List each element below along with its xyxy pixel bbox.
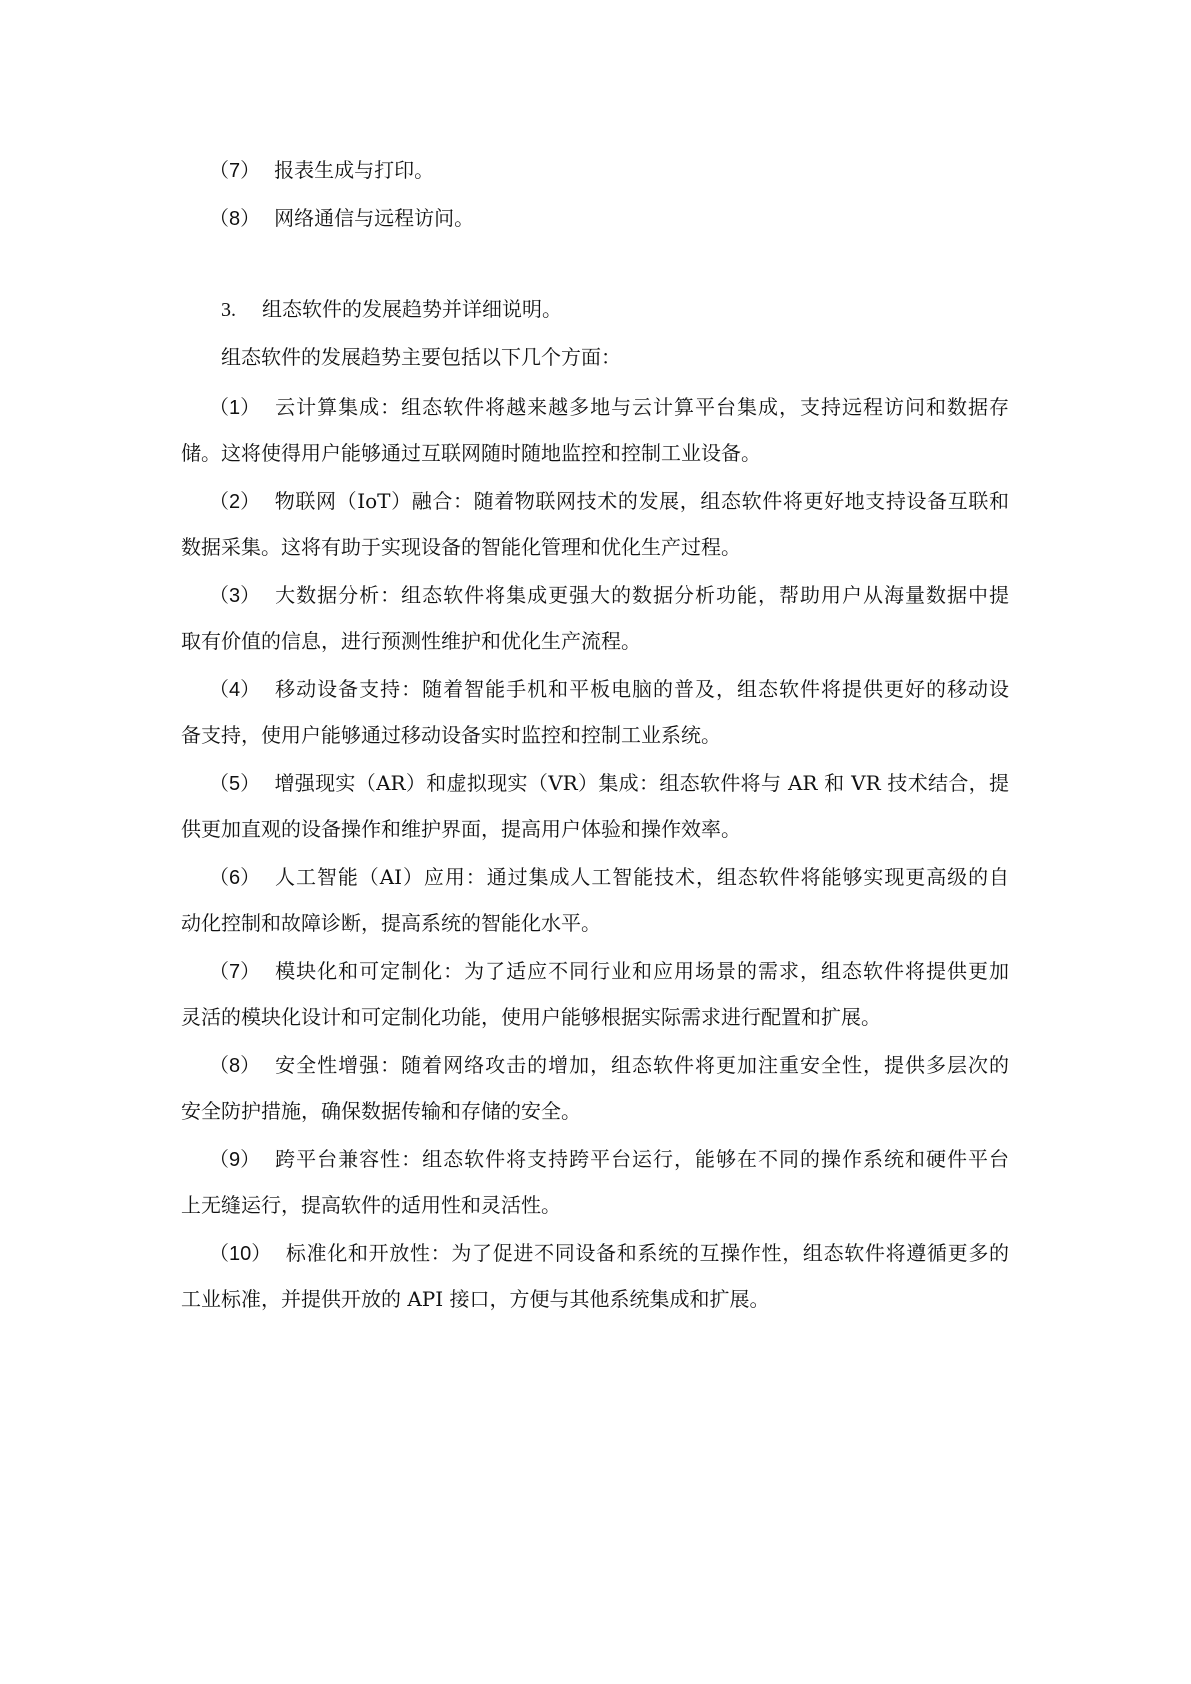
trend-number: （3） [209, 585, 261, 607]
trend-line-2: 安全防护措施，确保数据传输和存储的安全。 [181, 1099, 581, 1123]
list-item-number: （8） [209, 208, 261, 230]
trend-text-1: 云计算集成：组态软件将越来越多地与云计算平台集成，支持远程访问和数据存 [274, 395, 1009, 419]
trend-number: （10） [209, 1243, 272, 1265]
list-item [209, 153, 434, 187]
section-number: 3. [221, 299, 236, 321]
list-item-text: 网络通信与远程访问。 [274, 206, 475, 230]
trend-number: （8） [209, 1055, 261, 1077]
trend-number: （5） [209, 773, 261, 795]
trend-line-1 [209, 578, 1009, 612]
trend-line-1 [209, 954, 1009, 988]
trend-number: （2） [209, 491, 261, 513]
trend-text-1: 人工智能（AI）应用：通过集成人工智能技术，组态软件将能够实现更高级的自 [274, 865, 1009, 889]
trend-text-1: 跨平台兼容性：组态软件将支持跨平台运行，能够在不同的操作系统和硬件平台 [274, 1147, 1009, 1171]
trend-line-1 [209, 484, 1009, 518]
trend-line-2: 数据采集。这将有助于实现设备的智能化管理和优化生产过程。 [181, 535, 741, 559]
trend-line-2: 上无缝运行，提高软件的适用性和灵活性。 [181, 1193, 561, 1217]
list-item-text: 报表生成与打印。 [274, 158, 435, 182]
section-intro: 组态软件的发展趋势主要包括以下几个方面： [221, 345, 621, 369]
trend-text-1: 标准化和开放性：为了促进不同设备和系统的互操作性，组态软件将遵循更多的 [285, 1241, 1009, 1265]
trend-text-1: 物联网（IoT）融合：随着物联网技术的发展，组态软件将更好地支持设备互联和 [274, 489, 1009, 513]
trend-line-2: 储。这将使得用户能够通过互联网随时随地监控和控制工业设备。 [181, 441, 761, 465]
trend-number: （4） [209, 679, 261, 701]
trend-number: （7） [209, 961, 261, 983]
trend-line-2: 取有价值的信息，进行预测性维护和优化生产流程。 [181, 629, 641, 653]
trend-number: （1） [209, 397, 261, 419]
trend-line-1 [209, 1048, 1009, 1082]
list-item-number: （7） [209, 160, 261, 182]
trend-line-2: 灵活的模块化设计和可定制化功能，使用户能够根据实际需求进行配置和扩展。 [181, 1005, 881, 1029]
trend-line-1 [209, 390, 1009, 424]
trend-text-1: 增强现实（AR）和虚拟现实（VR）集成：组态软件将与 AR 和 VR 技术结合，提 [274, 771, 1009, 795]
trend-text-1: 模块化和可定制化：为了适应不同行业和应用场景的需求，组态软件将提供更加 [274, 959, 1009, 983]
trend-line-1 [209, 1236, 1009, 1270]
section-title: 组态软件的发展趋势并详细说明。 [262, 297, 562, 321]
trend-text-1: 大数据分析：组态软件将集成更强大的数据分析功能，帮助用户从海量数据中提 [274, 583, 1009, 607]
trend-line-1 [209, 1142, 1009, 1176]
trend-line-1 [209, 860, 1009, 894]
trend-line-2: 工业标准，并提供开放的 API 接口，方便与其他系统集成和扩展。 [181, 1287, 770, 1311]
trend-line-1 [209, 766, 1009, 800]
list-item [209, 201, 474, 235]
trend-text-1: 安全性增强：随着网络攻击的增加，组态软件将更加注重安全性，提供多层次的 [274, 1053, 1009, 1077]
trend-text-1: 移动设备支持：随着智能手机和平板电脑的普及，组态软件将提供更好的移动设 [274, 677, 1009, 701]
trend-number: （9） [209, 1149, 261, 1171]
trend-line-2: 备支持，使用户能够通过移动设备实时监控和控制工业系统。 [181, 723, 721, 747]
trend-line-2: 动化控制和故障诊断，提高系统的智能化水平。 [181, 911, 601, 935]
trend-line-2: 供更加直观的设备操作和维护界面，提高用户体验和操作效率。 [181, 817, 741, 841]
trend-number: （6） [209, 867, 261, 889]
trend-line-1 [209, 672, 1009, 706]
section-heading [221, 292, 562, 326]
